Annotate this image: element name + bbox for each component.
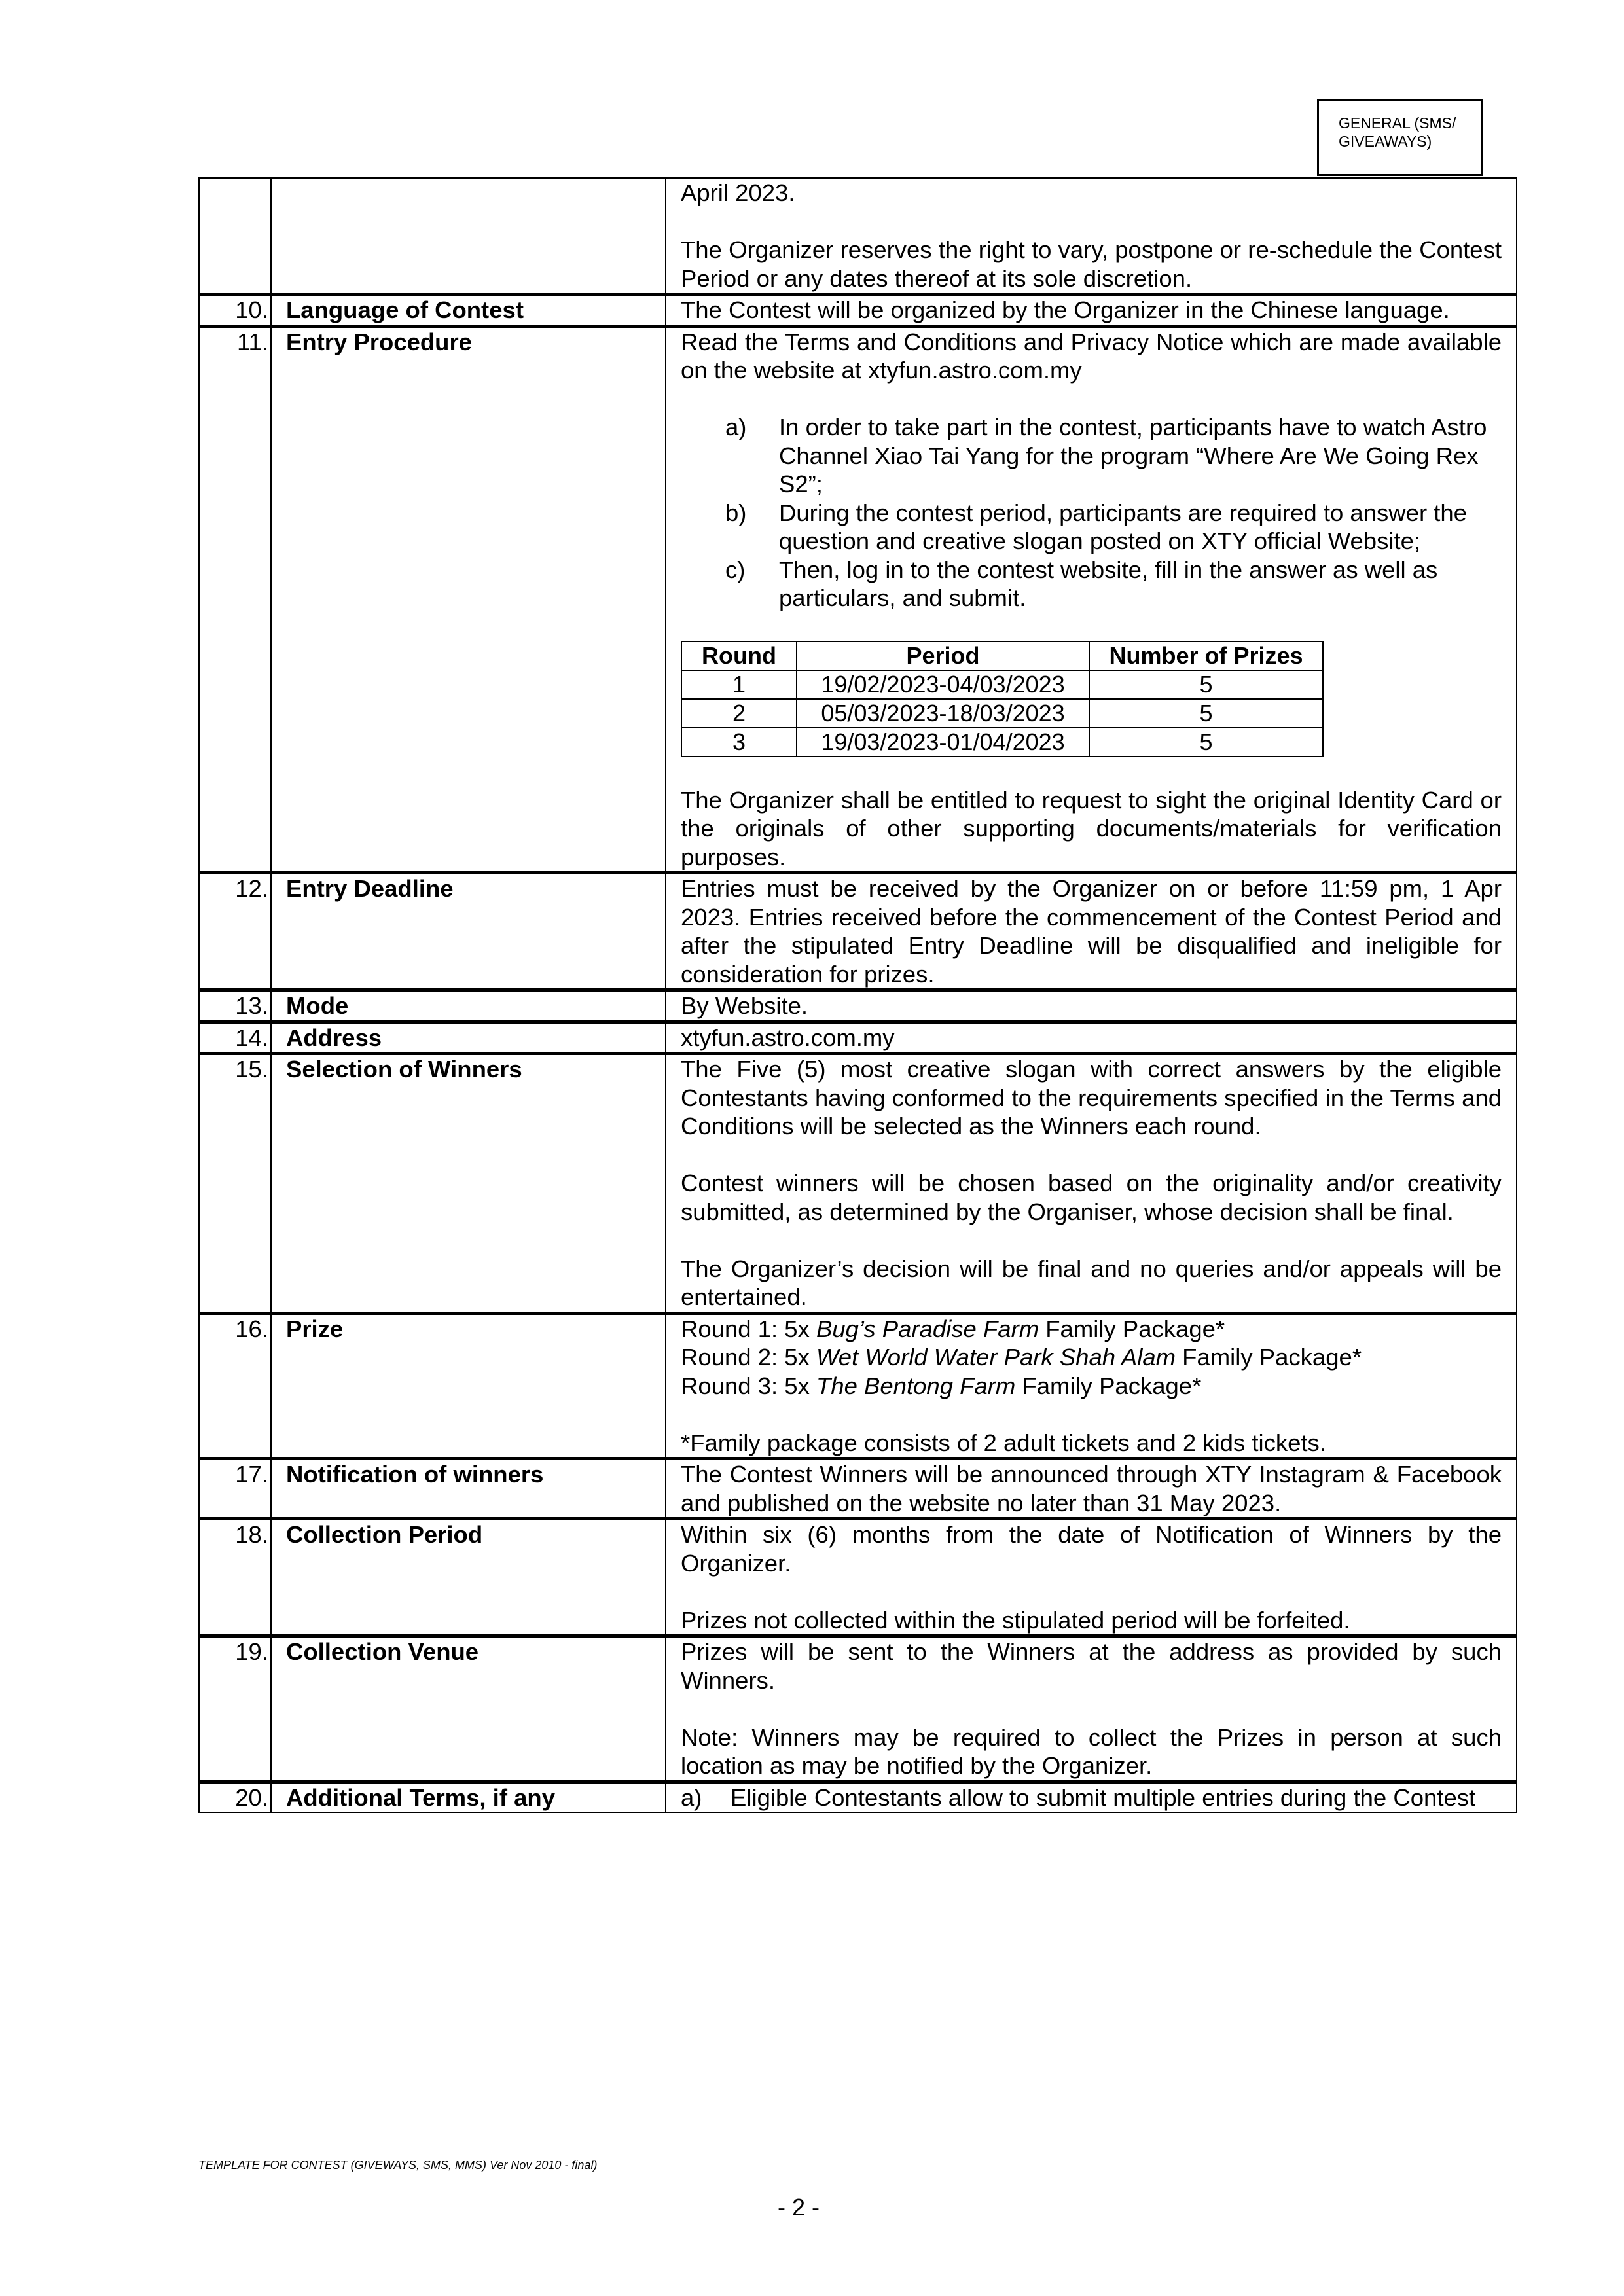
- row-label: Mode: [271, 990, 666, 1022]
- row-paragraph: Prizes will be sent to the Winners at the address as provided by such Winners.: [681, 1638, 1502, 1694]
- table-cell: 5: [1089, 699, 1323, 728]
- prize-venue: Bug’s Paradise Farm: [816, 1315, 1039, 1342]
- classification-line-2: GIVEAWAYS): [1339, 133, 1432, 150]
- list-marker: c): [725, 556, 746, 583]
- rounds-header-row: [681, 641, 1323, 670]
- classification-line-1: GENERAL (SMS/: [1339, 115, 1456, 132]
- prize-line: Round 3: 5x The Bentong Farm Family Package*: [681, 1372, 1202, 1399]
- row-label: Language of Contest: [271, 295, 666, 327]
- row-paragraph: Prizes not collected within the stipulated period will be forfeited.: [681, 1606, 1350, 1634]
- row-address: [199, 1022, 1517, 1054]
- table-row: [681, 728, 1323, 757]
- row-label: Entry Procedure: [271, 326, 666, 873]
- row-language-of-contest: [199, 295, 1517, 327]
- entry-procedure-outro: The Organizer shall be entitled to request to sight the original Identity Card or the originals of other supporting documents/materials for verification purposes.: [681, 786, 1502, 870]
- row-paragraph: Contest winners will be chosen based on the originality and/or creativity submitted, as determined by the Organiser, whose decision shall be final.: [681, 1170, 1502, 1225]
- prize-venue: Wet World Water Park Shah Alam: [816, 1344, 1176, 1371]
- table-cell: 2: [681, 699, 797, 728]
- entry-steps-list: [681, 413, 1502, 613]
- list-text: Then, log in to the contest website, fill in the answer as well as particulars, and submit.: [779, 556, 1438, 611]
- row-collection-period: [199, 1519, 1517, 1636]
- entry-procedure-intro: Read the Terms and Conditions and Privacy Notice which are made available on the website at xtyfun.astro.com.my: [681, 328, 1502, 384]
- row-number: 14.: [199, 1022, 271, 1054]
- continuation-text: The Organizer reserves the right to vary, postpone or re-schedule the Contest Period or any dates thereof at its sole discretion.: [681, 236, 1502, 292]
- row-number: 20.: [199, 1782, 271, 1812]
- terms-table: [198, 177, 1517, 1813]
- row-notification-of-winners: [199, 1459, 1517, 1519]
- row-number: 10.: [199, 295, 271, 327]
- prize-note: *Family package consists of 2 adult tickets and 2 kids tickets.: [681, 1429, 1326, 1456]
- row-text: By Website.: [666, 990, 1517, 1022]
- continuation-row: [199, 178, 1517, 295]
- row-label: Collection Venue: [271, 1636, 666, 1782]
- row-number: 12.: [199, 873, 271, 990]
- prize-venue: The Bentong Farm: [816, 1372, 1016, 1399]
- list-item: [725, 556, 1502, 613]
- list-text: During the contest period, participants are required to answer the question and creative slogan posted on XTY official Website;: [779, 499, 1467, 554]
- table-cell: 19/02/2023-04/03/2023: [797, 670, 1089, 699]
- row-label: Entry Deadline: [271, 873, 666, 990]
- row-number: 11.: [199, 326, 271, 873]
- row-label: Selection of Winners: [271, 1054, 666, 1314]
- table-row: [681, 699, 1323, 728]
- row-label: Additional Terms, if any: [271, 1782, 666, 1812]
- row-text: xtyfun.astro.com.my: [666, 1022, 1517, 1054]
- list-item: [725, 413, 1502, 499]
- page-number: - 2 -: [777, 2194, 820, 2221]
- row-text: Entries must be received by the Organizer on or before 11:59 pm, 1 Apr 2023. Entries received before the commencement of the Contest Period and after the stipulated Entry Deadline will be disqualified and ineligible for consideration for prizes.: [666, 873, 1517, 990]
- list-marker: a): [725, 414, 747, 440]
- list-item: [681, 1784, 1502, 1812]
- table-cell: 5: [1089, 670, 1323, 699]
- row-selection-of-winners: [199, 1054, 1517, 1314]
- row-text: The Contest will be organized by the Organizer in the Chinese language.: [666, 295, 1517, 327]
- table-cell: 3: [681, 728, 797, 757]
- template-footer-note: TEMPLATE FOR CONTEST (GIVEWAYS, SMS, MMS) Ver Nov 2010 - final): [198, 2159, 598, 2172]
- row-additional-terms: [199, 1782, 1517, 1812]
- document-classification-box: [1317, 99, 1483, 176]
- prize-line: Round 1: 5x Bug’s Paradise Farm Family Package*: [681, 1315, 1225, 1342]
- table-cell: 19/03/2023-01/04/2023: [797, 728, 1089, 757]
- list-text: Eligible Contestants allow to submit multiple entries during the Contest: [731, 1784, 1476, 1811]
- column-header: Period: [797, 641, 1089, 670]
- table-row: [681, 670, 1323, 699]
- prize-line: Round 2: 5x Wet World Water Park Shah Alam Family Package*: [681, 1344, 1362, 1371]
- rounds-table: [681, 641, 1324, 757]
- table-cell: 05/03/2023-18/03/2023: [797, 699, 1089, 728]
- row-entry-deadline: [199, 873, 1517, 990]
- row-label: Prize: [271, 1313, 666, 1459]
- row-paragraph: Within six (6) months from the date of Notification of Winners by the Organizer.: [681, 1521, 1502, 1577]
- list-marker: b): [725, 499, 747, 526]
- column-header: Round: [681, 641, 797, 670]
- row-number: 17.: [199, 1459, 271, 1519]
- row-number: 16.: [199, 1313, 271, 1459]
- row-collection-venue: [199, 1636, 1517, 1782]
- row-prize: [199, 1313, 1517, 1459]
- column-header: Number of Prizes: [1089, 641, 1323, 670]
- row-number: 19.: [199, 1636, 271, 1782]
- row-number: 18.: [199, 1519, 271, 1636]
- row-entry-procedure: [199, 326, 1517, 873]
- row-paragraph: Note: Winners may be required to collect the Prizes in person at such location as may be notified by the Organizer.: [681, 1723, 1502, 1779]
- row-label: Notification of winners: [271, 1459, 666, 1519]
- row-paragraph: The Organizer’s decision will be final and no queries and/or appeals will be entertained.: [681, 1255, 1502, 1310]
- row-paragraph: The Five (5) most creative slogan with correct answers by the eligible Contestants having conformed to the requirements specified in the Terms and Conditions will be selected as the Winners each round.: [681, 1056, 1502, 1139]
- row-text: The Contest Winners will be announced through XTY Instagram & Facebook and published on the website no later than 31 May 2023.: [666, 1459, 1517, 1519]
- table-cell: 5: [1089, 728, 1323, 757]
- row-number: 13.: [199, 990, 271, 1022]
- continuation-date: April 2023.: [681, 179, 795, 206]
- list-marker: a): [681, 1784, 702, 1811]
- row-number: 15.: [199, 1054, 271, 1314]
- list-item: [725, 499, 1502, 556]
- row-mode: [199, 990, 1517, 1022]
- list-text: In order to take part in the contest, participants have to watch Astro Channel Xiao Tai Yang for the program “Where Are We Going Rex S2”;: [779, 414, 1487, 497]
- row-label: Address: [271, 1022, 666, 1054]
- row-label: Collection Period: [271, 1519, 666, 1636]
- table-cell: 1: [681, 670, 797, 699]
